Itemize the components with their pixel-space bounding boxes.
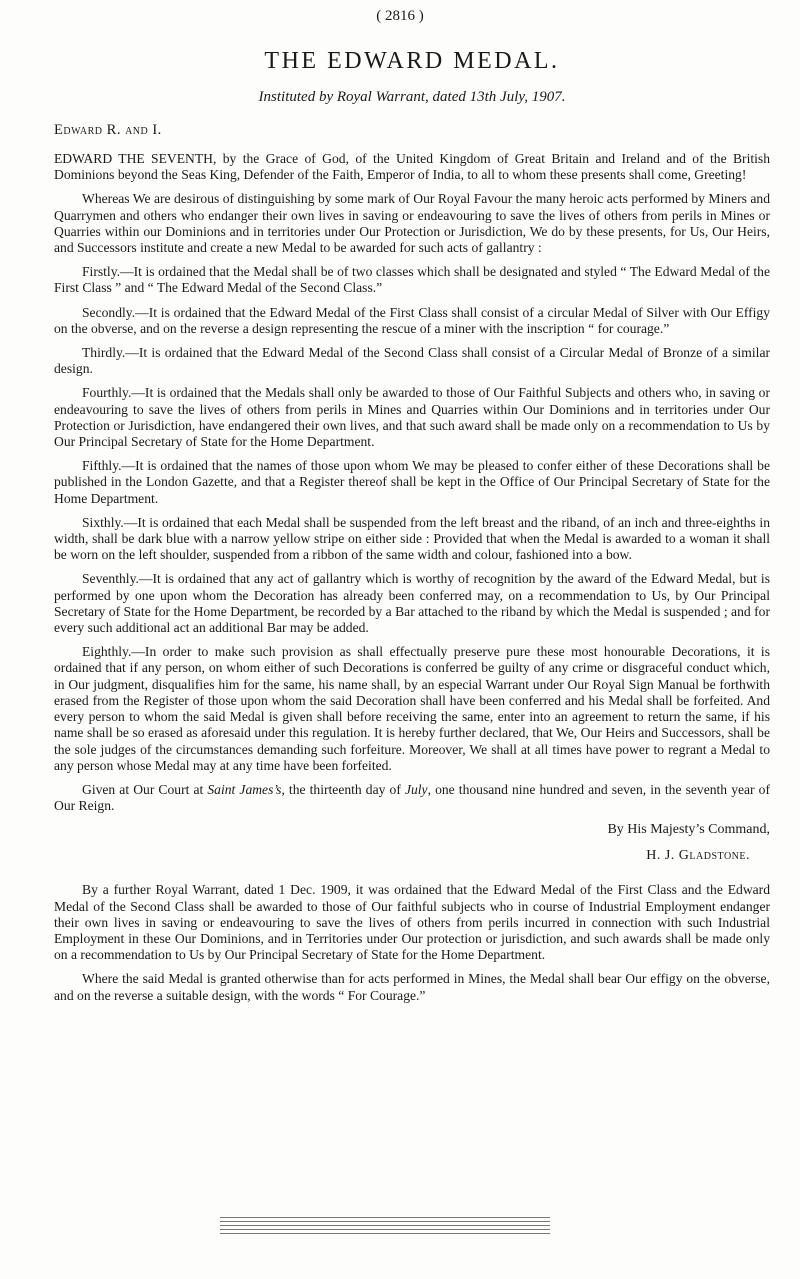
paragraph-sixthly: Sixthly.—It is ordained that each Medal shall be suspended from the left breast and the riband, of an inch and three-eighths in width, shall be dark blue with a narrow yellow stripe on either side : Provided that when the Medal is awarded to a woman it shall be worn on the left shoulder, suspended from a ribbon of the same width and colour, fashioned into a bow. bbox=[54, 514, 770, 563]
signature: H. J. Gladstone. bbox=[646, 848, 750, 864]
paragraph-preamble: EDWARD THE SEVENTH, by the Grace of God, of the United Kingdom of Great Britain and Ireland and of the British Dominions beyond the Seas King, Defender of the Faith, Emperor of India, to all to whom these presents shall come, Greeting! bbox=[54, 151, 770, 183]
given-month: July bbox=[404, 781, 428, 797]
warrant-heading: Edward R. and I. bbox=[54, 122, 162, 138]
page-number: ( 2816 ) bbox=[376, 8, 424, 24]
paragraph-seventhly: Seventhly.—It is ordained that any act of gallantry which is worthy of recognition by the award of the Edward Medal, but is performed by one upon whom the Decoration has already been conferred may, on a recommendation to Us, by Our Principal Secretary of State for the Home Department, be recorded by a Bar attached to the riband by which the Medal is suspended ; and for every such additional act an additional Bar may be added. bbox=[54, 571, 770, 636]
paragraph-secondly: Secondly.—It is ordained that the Edward Medal of the First Class shall consist of a circular Medal of Silver with Our Effigy on the obverse, and on the reverse a design representing the rescue of a miner with the inscription “ for courage.” bbox=[54, 304, 770, 336]
postscript-effigy: Where the said Medal is granted otherwise than for acts performed in Mines, the Medal shall bear Our effigy on the obverse, and on the reverse a suitable design, with the words “ For Courage.” bbox=[54, 971, 770, 1003]
paragraph-firstly: Firstly.—It is ordained that the Medal shall be of two classes which shall be designated and styled “ The Edward Medal of the First Class ” and “ The Edward Medal of the Second Class.” bbox=[54, 264, 770, 296]
paragraph-eighthly: Eighthly.—In order to make such provision as shall effectually preserve pure these most honourable Decorations, it is ordained that if any person, on whom either of such Decorations is conferred be guilty of any crime or disgraceful conduct which, in Our judgment, disqualifies him for the same, his name shall, by an especial Warrant under Our Royal Sign Manual be forthwith erased from the Register of those upon whom the said Decoration shall have been conferred and his Medal shall be forfeited. And every person to whom the said Medal is given shall before receiving the same, enter into an agreement to return the same, if his name shall be so erased as aforesaid under this regulation. It is hereby further declared, that We, Our Heirs and Successors, shall be the sole judges of the circumstances demanding such forfeiture. Moreover, We shall at all times have power to regrant a Medal to any person whose Medal may at any time have been forfeited. bbox=[54, 644, 770, 773]
paragraph-fourthly: Fourthly.—It is ordained that the Medals shall only be awarded to those of Our Faithful Subjects and others who, in saving or endeavouring to save the lives of others from perils in Mines and Quarries within Our Dominions and in territories under Our Protection or Jurisdiction, have endangered their own lives, and that such award shall be made only on a recommendation to Us by Our Principal Secretary of State for the Home Department. bbox=[54, 385, 770, 450]
document-body bbox=[54, 48, 770, 1012]
paragraph-whereas: Whereas We are desirous of distinguishing by some mark of Our Royal Favour the many heroic acts performed by Miners and Quarrymen and others who endanger their own lives in saving or endeavouring to save the lives of others from perils in Mines or Quarries within our Dominions and in territories under Our Protection or Jurisdiction, We do by these presents, for Us, Our Heirs, and Successors institute and create a new Medal to be awarded for such acts of gallantry : bbox=[54, 191, 770, 256]
paragraph-fifthly: Fifthly.—It is ordained that the names of those upon whom We may be pleased to confer either of these Decorations shall be published in the London Gazette, and that a Register thereof shall be kept in the Office of Our Principal Secretary of State for the Home Department. bbox=[54, 458, 770, 506]
postscript-warrant-1909: By a further Royal Warrant, dated 1 Dec. 1909, it was ordained that the Edward Medal of the First Class and the Edward Medal of the Second Class shall be awarded to those of Our faithful subjects who in course of Industrial Employment endanger their own lives in saving or endeavouring to save the lives of others from perils incurred in connection with such Industrial Employment in these Our Dominions, and in Territories under Our protection or jurisdiction, and such awards shall be made only on a recommendation to Us by Our Principal Secretary of State for the Home Department. bbox=[54, 882, 770, 963]
command-line: By His Majesty’s Command, bbox=[607, 822, 770, 838]
paragraph-thirdly: Thirdly.—It is ordained that the Edward Medal of the Second Class shall consist of a Circular Medal of Bronze of a similar design. bbox=[54, 345, 770, 377]
closing-rule bbox=[220, 1217, 550, 1239]
given-at-court: Given at Our Court at Saint James’s, the thirteenth day of July, one thousand nine hundred and seven, in the seventh year of Our Reign. bbox=[54, 781, 770, 814]
given-place: Saint James’s bbox=[207, 781, 282, 797]
document-title: THE EDWARD MEDAL. bbox=[264, 48, 560, 74]
document-subtitle: Instituted by Royal Warrant, dated 13th July, 1907. bbox=[258, 89, 566, 105]
